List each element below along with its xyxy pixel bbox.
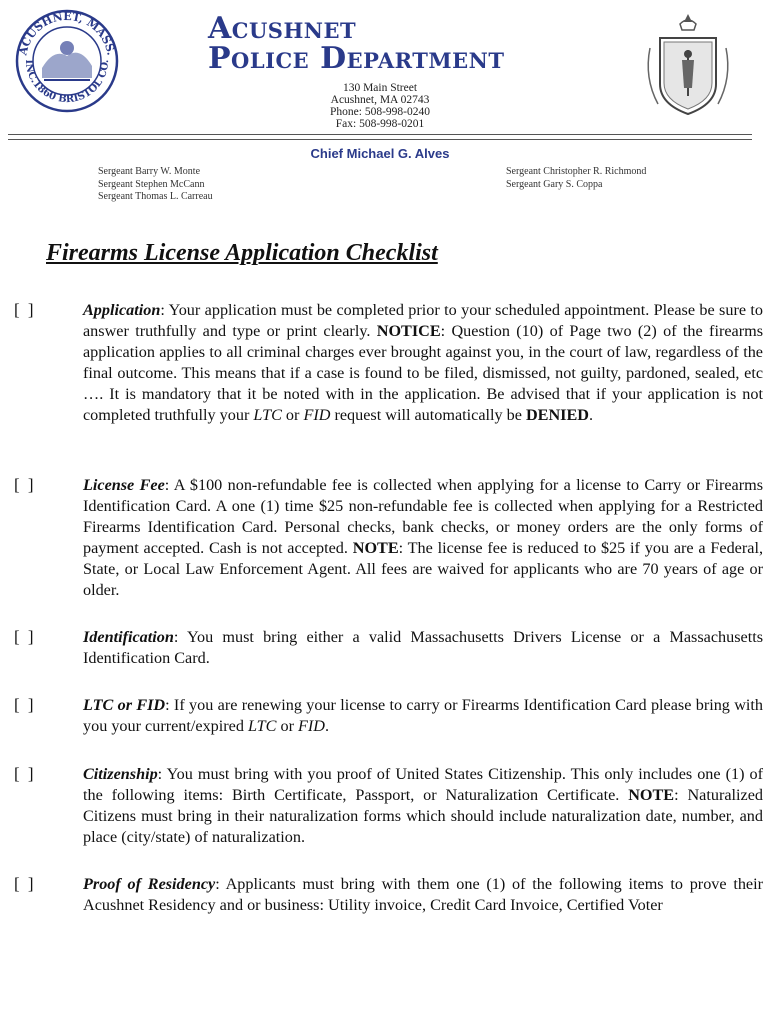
fid-term: FID	[303, 406, 331, 424]
item-body: : A $100 non-refundable fee is collected when applying for a license to Carry or Firearms Identification Card. A one (1) time $25 non-refundable fee is collected when applying for a Restricted Firearms Identification Card. Personal checks, bank checks, or money orders are the only forms of payment accepted. Cash is not accepted.	[83, 476, 763, 557]
department-name-line2: Police Department	[208, 41, 505, 76]
item-label: LTC or FID	[83, 696, 166, 714]
header-divider-secondary	[8, 139, 752, 140]
item-body: : Applicants must bring with them one (1) of the following items to prove their Acushnet Residency and or business: Utility invoice, Credit Card Invoice, Certified Voter	[83, 875, 763, 914]
item-body: : Question (10) of Page two (2) of the firearms application applies to all criminal charges ever brought against you, in the court of law, regardless of the final outcome. This means that if a case is found to be filed, dismissed, not guilty, pardoned, sealed, etc …. It is mandatory that it be noted with in the application. Be advised that if your application is not completed truthfully your	[83, 322, 763, 424]
ltc-term: LTC	[247, 717, 277, 735]
denied-keyword: DENIED	[525, 406, 589, 424]
checkbox[interactable]: [ ]	[14, 300, 36, 319]
item-body: : You must bring either a valid Massachusetts Drivers License or a Massachusetts Identification Card.	[83, 628, 763, 667]
item-body: request will automatically be	[330, 406, 526, 424]
address-fax: Fax: 508-998-0201	[335, 118, 425, 130]
item-body: : You must bring with you proof of United States Citizenship. This only includes one (1) of the following items: Birth Certificate, Passport, or Naturalization Certificate.	[83, 765, 763, 804]
svg-text:INC.1860 BRISTOL CO.: INC.1860 BRISTOL CO.	[22, 59, 112, 106]
item-label: Proof of Residency	[83, 875, 216, 893]
item-text	[83, 874, 763, 916]
item-label: Identification	[83, 628, 174, 646]
item-body: .	[325, 717, 330, 735]
notice-keyword: NOTICE	[376, 322, 441, 340]
town-seal-logo	[14, 8, 120, 114]
document-title: Firearms License Application Checklist	[46, 240, 438, 266]
item-body: or	[281, 406, 304, 424]
sergeant-name: Sergeant Gary S. Coppa	[506, 178, 603, 190]
item-body: : If you are renewing your license to carry or Firearms Identification Card please bring with you your current/expired	[83, 696, 763, 735]
item-text	[83, 764, 763, 848]
note-keyword: NOTE	[628, 786, 675, 804]
note-keyword: NOTE	[352, 539, 399, 557]
department-name-line1: Acushnet	[208, 11, 357, 46]
item-label: Application	[83, 301, 161, 319]
item-body: : The license fee is reduced to $25 if you are a Federal, State, or Local Law Enforcement Agent. All fees are waived for applicants who are 70 years of age or older.	[83, 539, 763, 599]
header-divider	[8, 134, 752, 135]
sergeants-list-left	[98, 166, 213, 204]
sergeant-name: Sergeant Thomas L. Carreau	[98, 191, 213, 202]
sergeants-list-right	[506, 166, 646, 191]
checkbox[interactable]: [ ]	[14, 695, 36, 714]
item-text	[83, 300, 763, 426]
ltc-term: LTC	[253, 406, 282, 424]
checkbox[interactable]: [ ]	[14, 764, 36, 783]
item-text	[83, 475, 763, 601]
sergeant-name: Sergeant Christopher R. Richmond	[506, 166, 647, 177]
chief-name: Chief Michael G. Alves	[310, 146, 450, 161]
item-body: : Your application must be completed prior to your scheduled appointment. Please be sure to answer truthfully and type or print clearly.	[83, 301, 763, 340]
item-label: License Fee	[83, 476, 165, 494]
checkbox[interactable]: [ ]	[14, 627, 36, 646]
sergeant-name: Sergeant Stephen McCann	[98, 178, 205, 190]
fid-term: FID	[298, 717, 325, 735]
address-block	[300, 82, 460, 130]
item-label: Citizenship	[83, 765, 158, 783]
state-seal-logo	[640, 8, 736, 120]
item-body: .	[588, 406, 593, 424]
item-text	[83, 627, 763, 669]
department-name	[208, 11, 568, 76]
item-body: : Naturalized Citizens must bring in their naturalization forms which should include naturalization date, number, and place (city/state) of naturalization.	[83, 786, 763, 846]
address-city: Acushnet, MA 02743	[330, 94, 430, 106]
checkbox[interactable]: [ ]	[14, 874, 36, 893]
item-body: or	[276, 717, 299, 735]
address-street: 130 Main Street	[342, 82, 418, 94]
sergeant-name: Sergeant Barry W. Monte	[98, 166, 201, 177]
item-text	[83, 695, 763, 737]
address-phone: Phone: 508-998-0240	[330, 106, 430, 118]
checkbox[interactable]: [ ]	[14, 475, 36, 494]
svg-text:ACUSHNET, MASS.: ACUSHNET, MASS.	[16, 9, 118, 57]
